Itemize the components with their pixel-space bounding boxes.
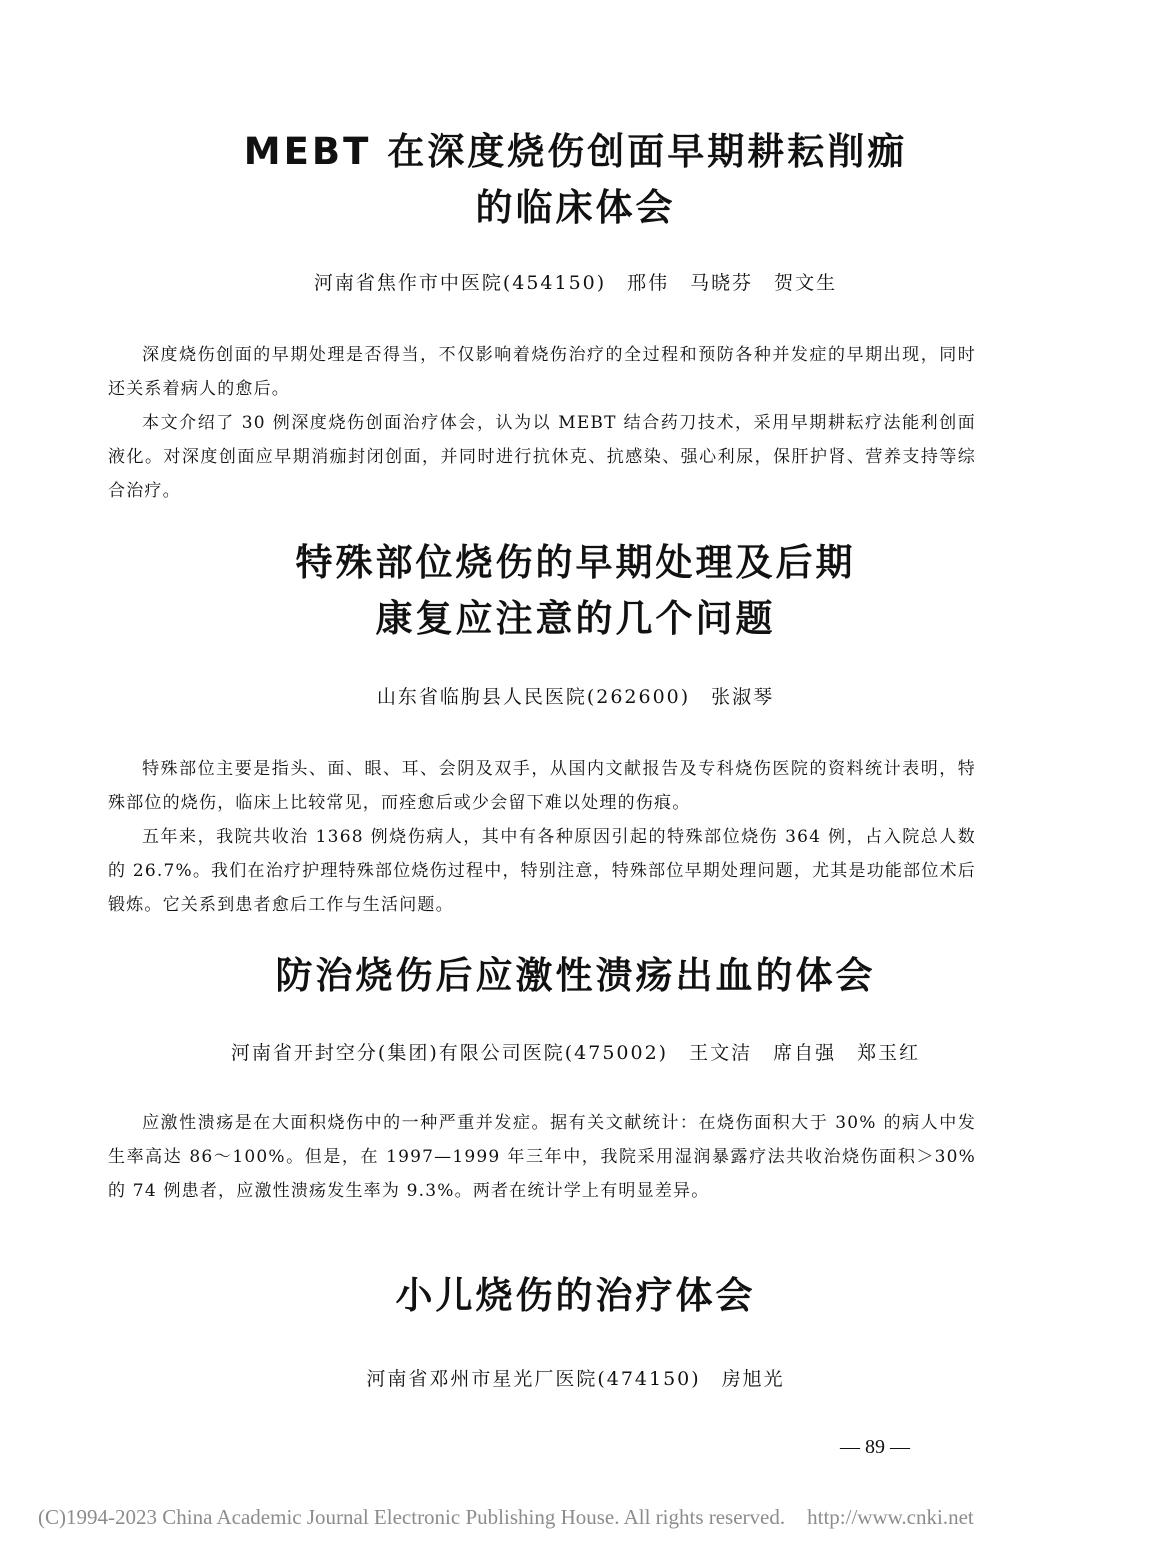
article-3-affiliation: 河南省开封空分(集团)有限公司医院(475002) 王文洁 席自强 郑玉红 <box>230 1042 921 1064</box>
title-line: 的临床体会 <box>475 186 676 229</box>
copyright-text: (C)1994-2023 China Academic Journal Electronic Publishing House. All rights reserved. <box>38 1505 786 1529</box>
article-2-abstract <box>108 752 976 922</box>
paragraph: 五年来，我院共收治 1368 例烧伤病人，其中有各种原因引起的特殊部位烧伤 364 例，占入院总人数的 26.7%。我们在治疗护理特殊部位烧伤过程中，特别注意，特殊部位早期处理问题，尤其是功能部位术后锻炼。它关系到患者愈后工作与生活问题。 <box>108 827 976 915</box>
title-line: 特殊部位烧伤的早期处理及后期 <box>295 541 856 584</box>
article-2-title <box>0 535 1151 647</box>
footer-url[interactable]: http://www.cnki.net <box>807 1505 974 1529</box>
copyright-footer <box>38 1505 1118 1530</box>
paragraph: 深度烧伤创面的早期处理是否得当，不仅影响着烧伤治疗的全过程和预防各种并发症的早期出现，同时还关系着病人的愈后。 <box>108 345 976 399</box>
article-4-affiliation: 河南省邓州市星光厂医院(474150) 房旭光 <box>366 1368 785 1390</box>
article-3-title <box>0 948 1151 1004</box>
article-4-title <box>0 1268 1151 1324</box>
page-number: — 89 — <box>840 1436 910 1458</box>
title-line: 康复应注意的几个问题 <box>375 597 776 640</box>
title-line: 小儿烧伤的治疗体会 <box>395 1274 756 1317</box>
title-line: MEBT 在深度烧伤创面早期耕耘削痂 <box>243 130 908 173</box>
article-2-affiliation: 山东省临朐县人民医院(262600) 张淑琴 <box>376 686 775 708</box>
paragraph: 应激性溃疡是在大面积烧伤中的一种严重并发症。据有关文献统计：在烧伤面积大于 30% 的病人中发生率高达 86～100%。但是，在 1997—1999 年三年中，我院采用湿润暴露疗法共收治烧伤面积＞30% 的 74 例患者，应激性溃疡发生率为 9.3%。两者在统计学上有明显差异。 <box>108 1113 976 1201</box>
paragraph: 特殊部位主要是指头、面、眼、耳、会阴及双手，从国内文献报告及专科烧伤医院的资料统计表明，特殊部位的烧伤，临床上比较常见，而痊愈后或少会留下难以处理的伤痕。 <box>108 759 976 813</box>
paragraph: 本文介绍了 30 例深度烧伤创面治疗体会，认为以 MEBT 结合药刀技术，采用早期耕耘疗法能利创面液化。对深度创面应早期消痂封闭创面，并同时进行抗休克、抗感染、强心利尿，保肝护肾、营养支持等综合治疗。 <box>108 413 976 501</box>
title-line: 防治烧伤后应激性溃疡出血的体会 <box>275 954 876 997</box>
article-1-title <box>0 124 1151 236</box>
article-3-abstract <box>108 1106 976 1208</box>
article-1-abstract <box>108 338 976 508</box>
article-1-affiliation: 河南省焦作市中医院(454150) 邢伟 马晓芬 贺文生 <box>313 272 838 294</box>
